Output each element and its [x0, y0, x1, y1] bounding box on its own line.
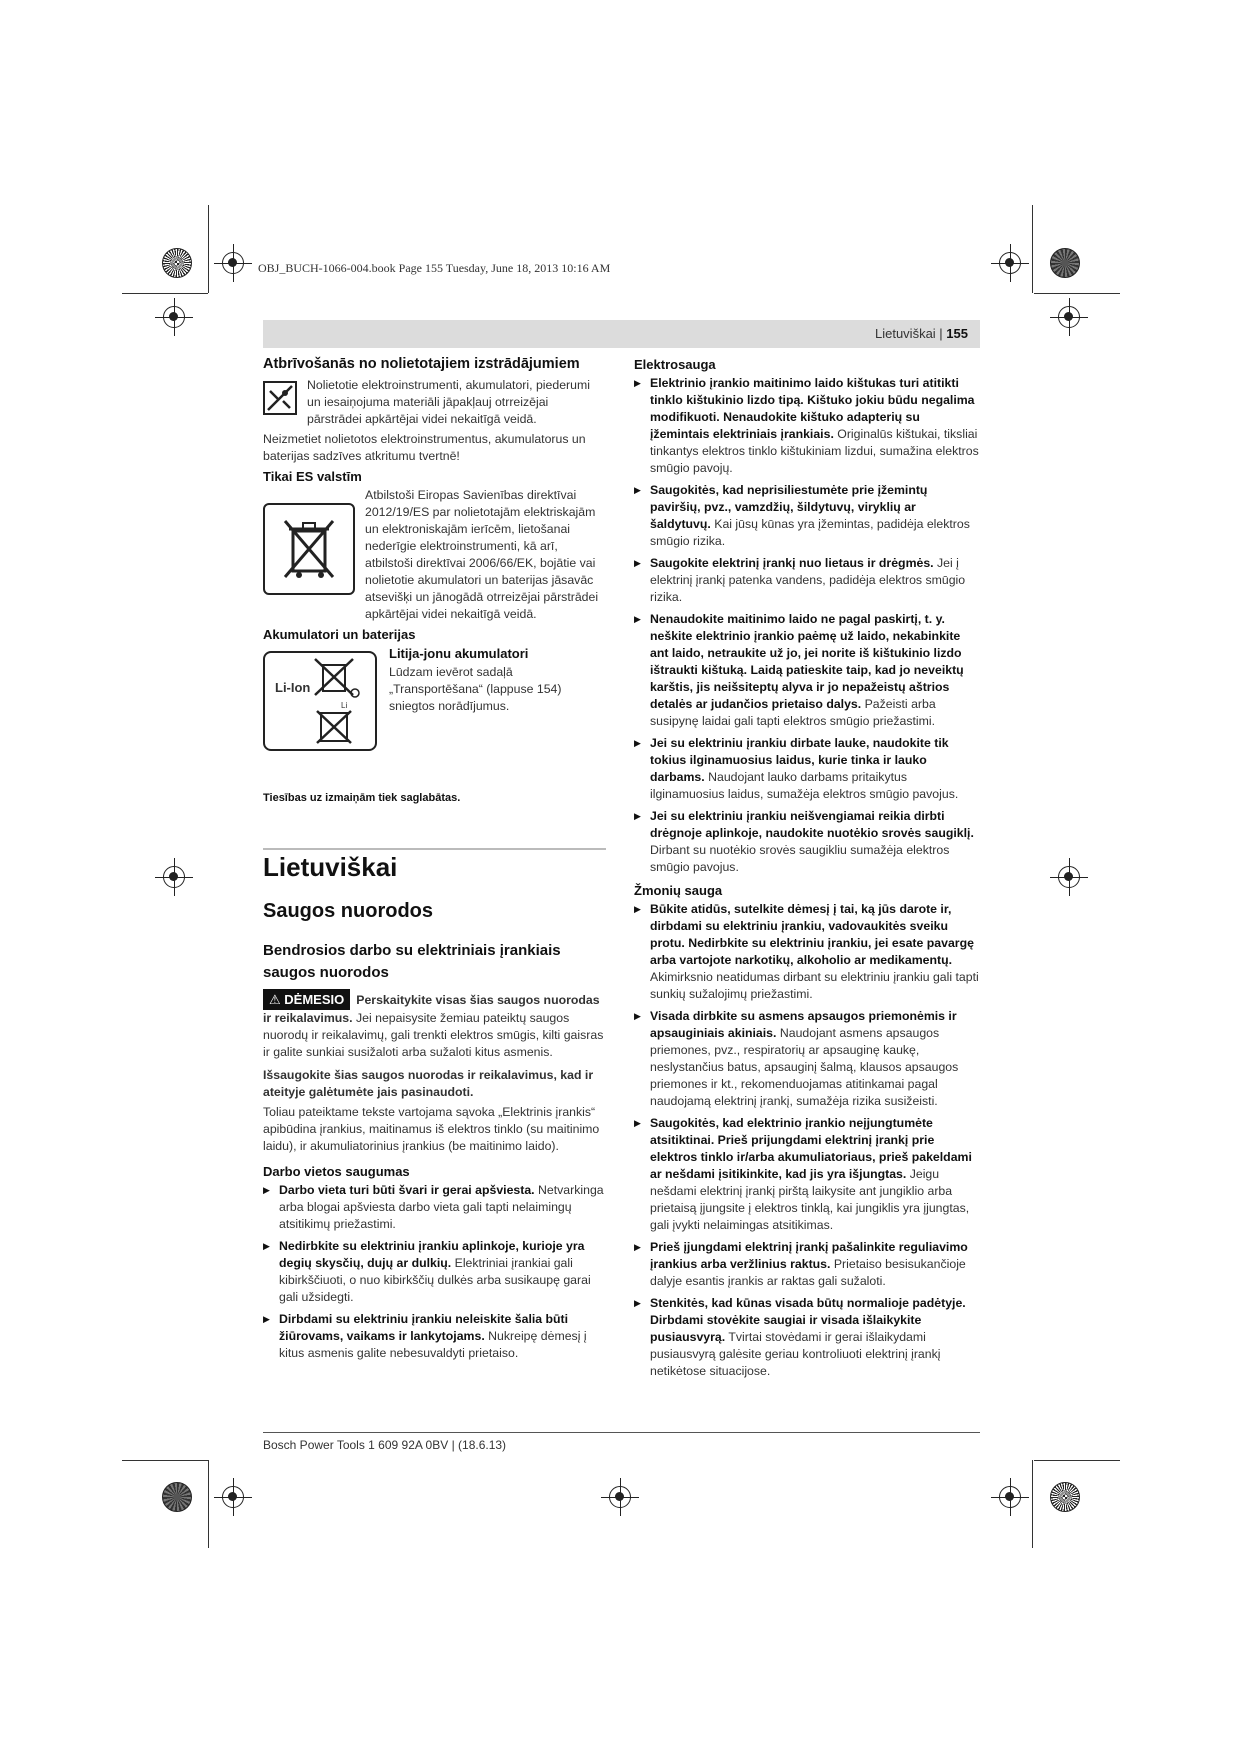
registration-mark	[222, 252, 244, 274]
list-item: ▶ Nenaudokite maitinimo laido ne pagal paskirtį, t. y. neškite elektrinio įrankio paėmę už laido, nekabinkite ant laido, netraukite už jo, jei norite iš kištukinio lizdo ištraukti kištuką. Laidą patieskite taip, kad jo neveiktų karštis, jis neišsiteptų alyva ir jo nepažeistų aštrios detalės ar judančios prietaiso dalys. Pažeisti arba susipynę laidai gali tapti elektros smūgio priežastimi.	[634, 611, 980, 730]
liion-title: Litija-jonu akumulatori	[389, 646, 529, 661]
rights-note: Tiesības uz izmaiņām tiek saglabātas.	[263, 792, 461, 804]
list-item: ▶ Saugokitės, kad neprisiliestumėte prie įžemintų paviršių, pvz., vamzdžių, šildytuvų, viryklių ar šaldytuvų. Kai jūsų kūnas yra įžemintas, padidėja elektros smūgio rizika.	[634, 482, 980, 550]
registration-mark	[1058, 306, 1080, 328]
registration-rosette	[1050, 1482, 1080, 1512]
warning-paragraph	[263, 989, 606, 1061]
keep-bold: Išsaugokite šias saugos nuorodas ir reikalavimus, kad ir ateityje galėtumėte jais pasinaudoti.	[263, 1068, 594, 1099]
eu-title: Tikai ES valstīm	[263, 469, 362, 484]
list-item: ▶ Visada dirbkite su asmens apsaugos priemonėmis ir apsauginiais akiniais. Naudojant asmens apsaugos priemones, pvz., respiratorių ar apsauginę kaukę, neslystančius batus, apsauginį šalmą, klausos apsaugos priemones ir kt., rekomenduojamas atitinkamai pagal naudojamą elektrinį įrankį, sumažėja rizika susižeisti.	[634, 1008, 980, 1110]
crop-mark	[1032, 205, 1033, 293]
header-section: Lietuviškai	[874, 326, 936, 341]
liion-text: Lūdzam ievērot sadaļā „Transportēšana“ (lappuse 154) sniegtos norādījumus.	[389, 665, 562, 713]
list-item: ▶ Dirbdami su elektriniu įrankiu neleiskite šalia būti žiūrovams, vaikams ir lankytojams. Nukreipę dėmesį į kitus asmenis galite nebesuvaldyti prietaiso.	[263, 1311, 606, 1362]
crossed-bin-icon	[263, 503, 355, 595]
disposal-title: Atbrīvošanās no nolietotajiem izstrādājumiem	[263, 356, 580, 372]
term-text: Toliau pateiktame tekste vartojama sąvoka „Elektrinis įrankis“ apibūdina įrankius, maitinamus iš elektros tinklo (su maitinimo laidu), ir akumuliatorinius įrankius (be maitinimo laido).	[263, 1105, 600, 1153]
left-column-top	[263, 356, 606, 751]
workplace-title: Darbo vietos saugumas	[263, 1164, 410, 1179]
disposal-text-2: Neizmetiet nolietotos elektroinstrumentus, akumulatorus un baterijas sadzīves atkritumu tvertnē!	[263, 432, 586, 463]
elec-title: Elektrosauga	[634, 357, 716, 372]
registration-mark	[163, 306, 185, 328]
right-column	[634, 356, 980, 1385]
list-item: ▶ Stenkitės, kad kūnas visada būtų normalioje padėtyje. Dirbdami stovėkite saugiai ir visada išlaikykite pusiausvyrą. Tvirtai stovėdami ir gerai išlaikydami pusiausvyrą galėsite geriau kontroliuoti elektrinį įrankį netikėtose situacijose.	[634, 1295, 980, 1380]
list-item: ▶ Darbo vieta turi būti švari ir gerai apšviesta. Netvarkinga arba blogai apšviesta darbo vieta gali tapti nelaimingų atsitikimų priežastimi.	[263, 1182, 606, 1233]
list-item: ▶ Jei su elektriniu įrankiu dirbate lauke, naudokite tik tokius ilginamuosius laidus, kurie tinka ir lauko darbams. Naudojant lauko darbams pritaikytus ilginamuosius laidus, sumažėja elektros smūgio pavojus.	[634, 735, 980, 803]
page-number: 155	[946, 326, 968, 341]
general-title: Bendrosios darbo su elektriniais įrankiais saugos nuorodos	[263, 942, 561, 981]
left-column-bottom	[263, 989, 606, 1367]
crop-mark	[208, 205, 209, 293]
file-header: OBJ_BUCH-1066-004.book Page 155 Tuesday, June 18, 2013 10:16 AM	[258, 261, 611, 275]
list-item: ▶ Nedirbkite su elektriniu įrankiu aplinkoje, kurioje yra degių skysčių, dujų ar dulkių. Elektriniai įrankiai gali kibirkščiuoti, o nuo kibirkščių dulkės arba susikaupę garai gali užsidegti.	[263, 1238, 606, 1306]
page-header	[263, 320, 980, 348]
safety-title: Saugos nuorodos	[263, 900, 433, 922]
registration-mark	[999, 1486, 1021, 1508]
list-item: ▶ Būkite atidūs, sutelkite dėmesį į tai, ką jūs darote ir, dirbdami su elektriniu įrankiu, vadovaukitės sveiku protu. Nedirbkite su elektriniu įrankiu, jei esate pavargę arba vartojote narkotikų, alkoholio ar medikamentų. Akimirksnio neatidumas dirbant su elektriniu įrankiu gali tapti sunkių sužalojimų priežastimi.	[634, 901, 980, 1003]
crop-mark	[122, 1460, 208, 1461]
liion-icon	[263, 651, 377, 751]
footer-rule	[263, 1432, 980, 1433]
registration-rosette	[162, 1482, 192, 1512]
registration-mark	[222, 1486, 244, 1508]
lang-title: Lietuviškai	[263, 852, 398, 882]
warning-text: Jei nepaisysite žemiau pateiktų saugos nuorodų ir reikalavimų, gali trenkti elektros smūgis, kilti gaisras ir galite sunkiai susižaloti arba sužaloti kitus asmenis.	[263, 1011, 604, 1059]
warning-icon: ⚠	[269, 992, 281, 1007]
crop-mark	[122, 293, 208, 294]
list-item: ▶ Elektrinio įrankio maitinimo laido kištukas turi atitikti tinklo kištukinio lizdo tipą. Kištuko jokiu būdu negalima modifikuoti. Nenaudokite kištuko adapterių su įžemintais elektriniais įrankiais. Originalūs kištukai, tiksliai tinkantys elektros tinklo kištukiniam lizdui, sumažina elektros smūgio pavojų.	[634, 375, 980, 477]
battery-title: Akumulatori un baterijas	[263, 627, 416, 642]
recycle-tool-icon	[263, 381, 297, 415]
people-title: Žmonių sauga	[634, 883, 723, 898]
crop-mark	[1034, 1460, 1120, 1461]
liion-badge: Li-Ion	[275, 680, 311, 695]
list-item: ▶ Prieš įjungdami elektrinį įrankį pašalinkite reguliavimo įrankius arba veržlinius raktus. Prietaiso besisukančioje dalyje esantis įrankis ar raktas gali sužaloti.	[634, 1239, 980, 1290]
registration-rosette	[1050, 248, 1080, 278]
warning-bold: Perskaitykite visas šias saugos nuorodas ir reikalavimus.	[263, 993, 600, 1025]
liion-small: Li	[341, 701, 348, 710]
section-rule	[263, 848, 606, 850]
footer: Bosch Power Tools 1 609 92A 0BV | (18.6.13)	[263, 1438, 507, 1452]
registration-mark	[609, 1486, 631, 1508]
disposal-text-1: Nolietotie elektroinstrumenti, akumulatori, piederumi un iesaiņojuma materiāli jāpakļauj otrreizējai pārstrādei apkārtējai videi nekaitīgā veidā.	[307, 378, 590, 426]
header-separator: |	[935, 326, 947, 341]
list-item: ▶ Jei su elektriniu įrankiu neišvengiamai reikia dirbti drėgnoje aplinkoje, naudokite nuotėkio srovės saugiklį. Dirbant su nuotėkio srovės saugikliu sumažėja elektros smūgio pavojus.	[634, 808, 980, 876]
crop-mark	[1032, 1460, 1033, 1548]
crop-mark	[208, 1460, 209, 1548]
warning-badge: ⚠ DĖMESIO	[263, 989, 350, 1010]
eu-text: Atbilstoši Eiropas Savienības direktīvai 2012/19/ES par nolietotajām elektriskajām un elektroniskajām ierīcēm, lietošanai nederīgie elektroinstrumenti, kā arī, atbilstoši direktīvai 2006/66/EK, bojātie vai nolietotie akumulatori un baterijas jāsavāc atsevišķi un jānogādā otrreizējai pārstrādei apkārtējai videi nekaitīgā veidā.	[365, 488, 599, 621]
registration-mark	[163, 866, 185, 888]
registration-mark	[1058, 866, 1080, 888]
list-item: ▶ Saugokitės, kad elektrinio įrankio neįjungtumėte atsitiktinai. Prieš prijungdami elektrinį įrankį prie elektros tinklo ir/arba akumuliatoriaus, prieš pakeldami ar nešdami įsitikinkite, kad jis yra išjungtas. Jeigu nešdami elektrinį įrankį pirštą laikysite ant jungiklio arba prietaisą įjungsite į elektros tinklą, kai jungiklis yra įjungtas, gali įvykti nelaimingas atsitikimas.	[634, 1115, 980, 1234]
list-item: ▶ Saugokite elektrinį įrankį nuo lietaus ir drėgmės. Jei į elektrinį įrankį patenka vandens, padidėja elektros smūgio rizika.	[634, 555, 980, 606]
registration-rosette	[162, 248, 192, 278]
registration-mark	[999, 252, 1021, 274]
crop-mark	[1034, 293, 1120, 294]
